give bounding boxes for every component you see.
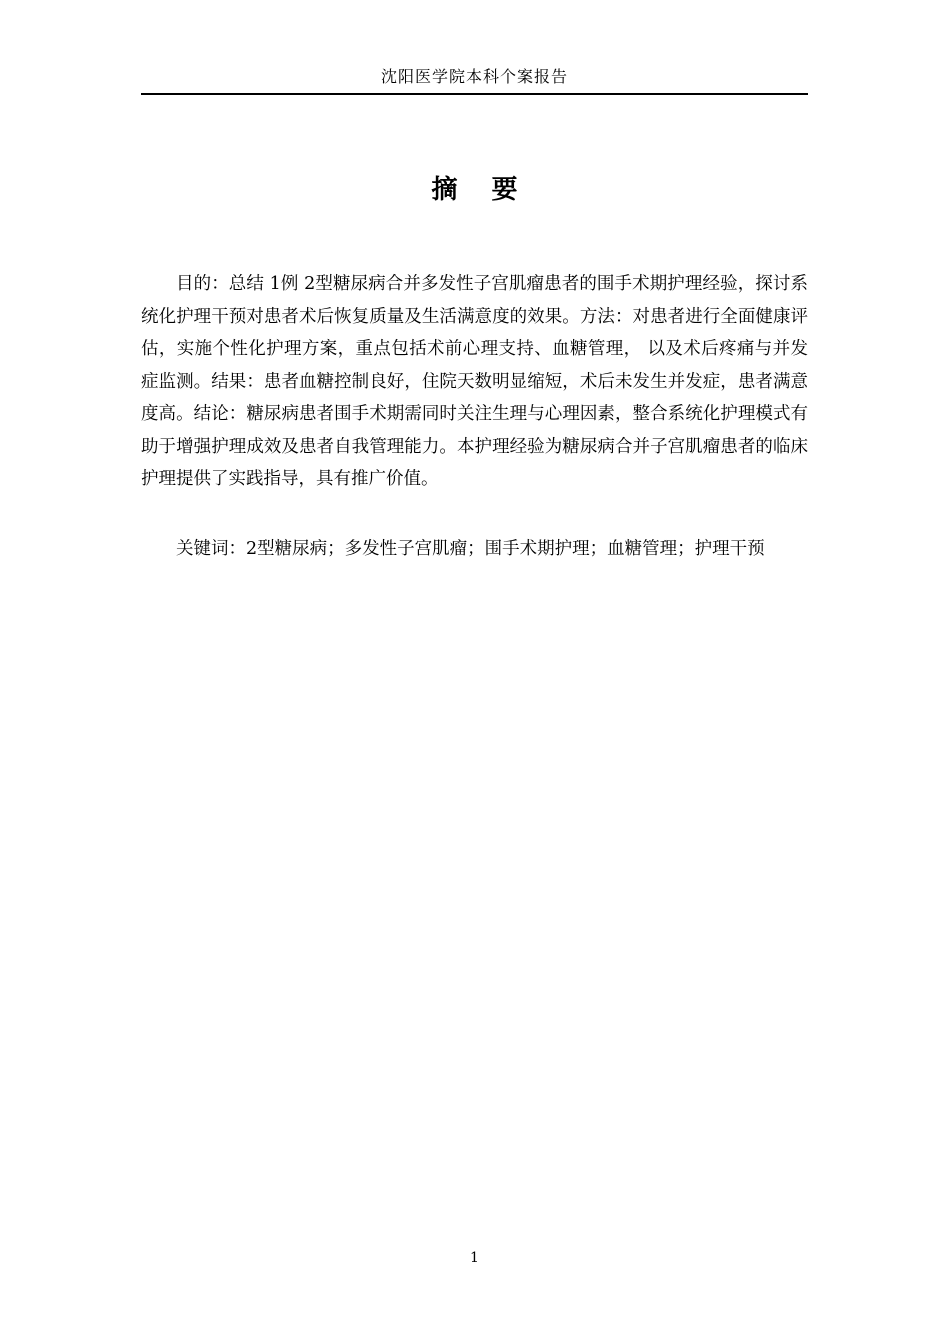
results-label: 结果： [211,371,264,392]
keywords-label: 关键词： [176,539,246,559]
objective-label: 目的： [176,274,229,294]
results-text: 患者血糖控制良好，住院天数明显缩短，术后未发生并发症，患者满意度高。 [141,371,809,424]
methods-text: 对患者进行全面健康评估，实施个性化护理方案，重点包括术前心理支持、血糖管理， 以及术后疼痛与并发症监测。 [141,306,809,392]
page-number: 1 [470,1250,479,1266]
abstract-title: 摘要 [431,175,552,205]
methods-label: 方法： [579,306,633,327]
objective-text: 总结 1例 2型糖尿病合并多发性子宫肌瘤患者的围手术期护理经验，探讨系统化护理干预对患者术后恢复质量及生活满意度的效果。 [141,274,808,327]
keywords-paragraph [141,534,808,564]
page-header: 沈阳医学院本科个案报告 [380,67,568,86]
abstract-paragraph [141,268,808,496]
header-rule [141,93,808,95]
conclusion-text: 糖尿病患者围手术期需同时关注生理与心理因素，整合系统化护理模式有助于增强护理成效及患者自我管理能力。本护理经验为糖尿病合并子宫肌瘤患者的临床护理提供了实践指导，具有推广价值。 [141,404,809,489]
keywords-text: 2型糖尿病；多发性子宫肌瘤；围手术期护理；血糖管理；护理干预 [246,539,765,559]
conclusion-label: 结论： [193,404,247,424]
